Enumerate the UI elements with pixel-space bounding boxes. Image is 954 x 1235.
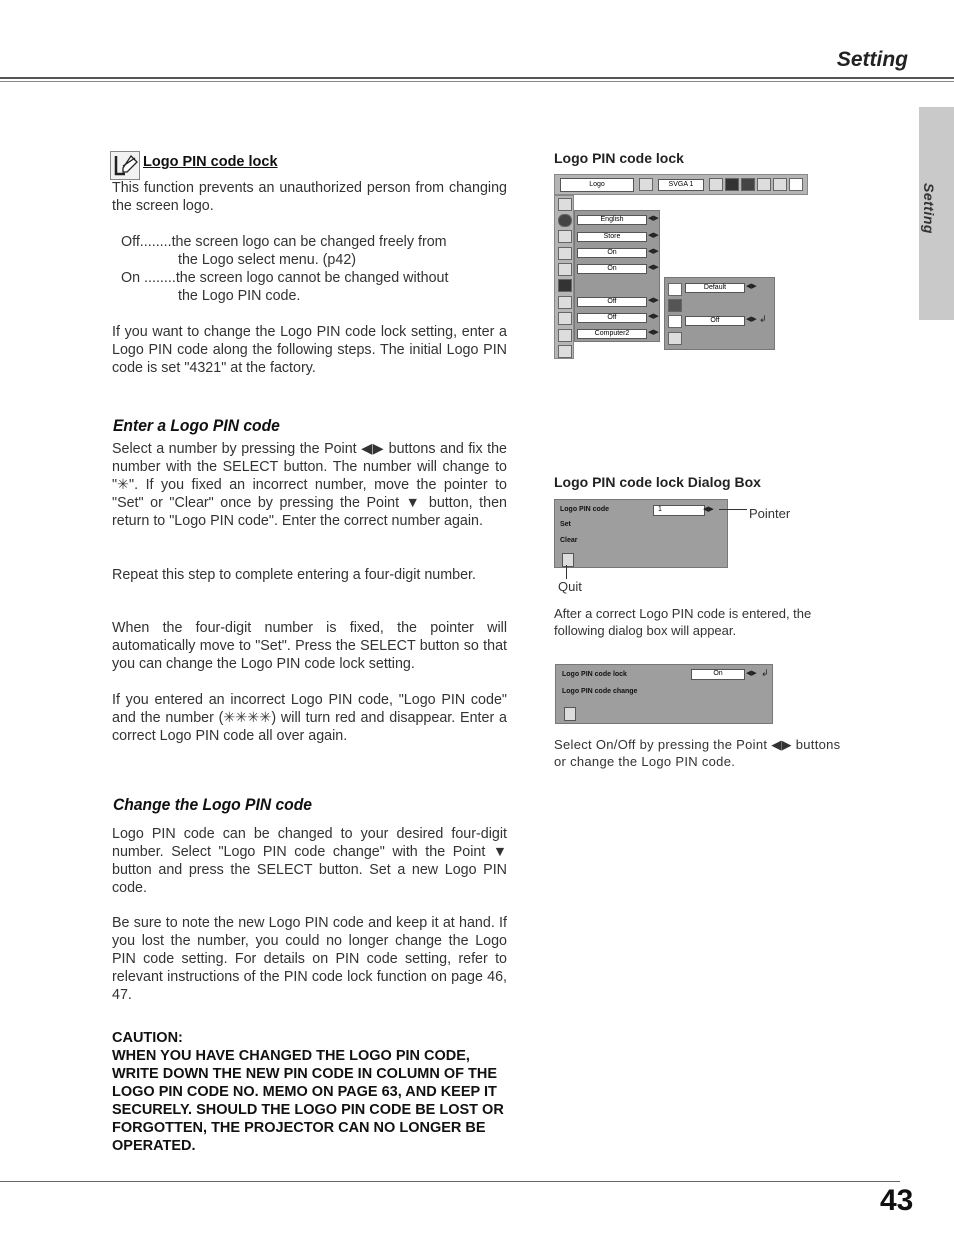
section-title: Logo PIN code lock [143,154,278,170]
left-right-arrow-icon: ◀▶ [648,329,659,336]
menu-icon [757,178,771,191]
menu-icon [558,263,572,276]
pin-dialog [554,499,728,568]
menu-icon [639,178,653,191]
fig3-note: Select On/Off by pressing the Point ◀▶ buttons or change the Logo PIN code. [554,737,841,769]
on-line1: On ........the screen logo cannot be changed without [121,270,449,286]
menu-svga-field: SVGA 1 [658,179,704,191]
menu-logo-field: Logo [560,178,634,192]
dialog-label-1: Set [560,521,571,528]
off-line1: Off........the screen logo can be changed freely from [121,234,447,250]
menu-icon [558,329,572,342]
quit-icon [564,707,576,721]
lock-dialog-label-1: Logo PIN code change [562,688,638,695]
dialog-label-2: Clear [560,537,578,544]
logo-menu-icon [558,279,572,292]
menu-item-2: On [577,248,647,258]
change-setting-text: If you want to change the Logo PIN code lock setting, enter a Logo PIN code along the following steps. The initial Logo PIN code is set "4321" at the factory. [112,324,507,376]
quit-icon [668,332,682,345]
pointer-icon: ↲ [761,668,769,678]
left-right-arrow-icon: ◀▶ [648,215,659,222]
menu-item-6: Computer2 [577,329,647,339]
header-rule [0,77,954,79]
left-right-arrow-icon: ◀▶ [746,283,757,290]
fig2-note: After a correct Logo PIN code is entered, the following dialog box will appear. [554,606,812,638]
header-rule-thin [0,81,954,82]
menu-icon [789,178,803,191]
menu-icon [558,230,572,243]
menu-item-1: Store [577,232,647,242]
caution-block [112,1029,512,1155]
menu-icon [558,214,572,227]
dialog-label-0: Logo PIN code [560,506,609,513]
menu-icon [558,296,572,309]
change-heading: Change the Logo PIN code [113,795,312,814]
change-p1: Logo PIN code can be changed to your desired four-digit number. Select "Logo PIN code change" with the Point ▼ button and press the SELECT button. Set a new Logo PIN code. [112,826,507,896]
menu-icon [558,312,572,325]
menu-icon [773,178,787,191]
submenu-item-1: Off [685,316,745,326]
up-arrow-icon [558,198,572,211]
enter-heading: Enter a Logo PIN code [113,416,280,435]
header-title: Setting [836,48,908,71]
menu-item-4: Off [577,297,647,307]
left-right-arrow-icon: ◀▶ [648,264,659,271]
lock-dialog-label-0: Logo PIN code lock [562,671,627,678]
logo-pin-icon [110,151,140,180]
menu-icon [558,247,572,260]
left-right-arrow-icon: ◀▶ [648,248,659,255]
left-right-arrow-icon: ◀▶ [746,316,757,323]
menu-icon [668,299,682,312]
left-right-arrow-icon: ◀▶ [703,506,714,513]
quit-label: Quit [558,579,582,594]
enter-p2: Repeat this step to complete entering a four-digit number. [112,567,476,583]
menu-top-bar [554,174,808,195]
page-number: 43 [880,1184,914,1217]
down-arrow-icon [558,345,572,358]
submenu-item-0: Default [685,283,745,293]
left-right-arrow-icon: ◀▶ [746,670,757,677]
menu-icon [741,178,755,191]
side-tab [919,107,954,320]
fig2-caption: Logo PIN code lock Dialog Box [554,474,761,490]
fig1-caption: Logo PIN code lock [554,150,684,166]
left-right-arrow-icon: ◀▶ [648,232,659,239]
on-line2: the Logo PIN code. [178,288,301,304]
enter-p3: When the four-digit number is fixed, the pointer will automatically move to "Set". Press the SELECT button so that you can change the Logo PIN code lock setting. [112,620,507,672]
logo-submenu [664,277,775,350]
pin-input: 1 [653,505,705,516]
caution-text: WHEN YOU HAVE CHANGED THE LOGO PIN CODE, WRITE DOWN THE NEW PIN CODE IN COLUMN OF THE LOGO PIN CODE NO. MEMO ON PAGE 63, AND KEEP IT SECURELY. SHOULD THE LOGO PIN CODE BE LOST OR FORGOTTEN, THE PROJECTOR CAN NO LONGER BE OPERATED. [112,1048,504,1154]
menu-icon [725,178,739,191]
enter-p4: If you entered an incorrect Logo PIN code, "Logo PIN code" and the number (✳✳✳✳) will turn red and disappear. Enter a correct Logo PIN code all over again. [112,692,507,744]
off-line2: the Logo select menu. (p42) [178,252,357,268]
intro-text: This function prevents an unauthorized person from changing the screen logo. [112,180,507,214]
logo-l-icon [668,283,682,296]
lock-value-field: On [691,669,745,680]
left-right-arrow-icon: ◀▶ [648,297,659,304]
menu-icon [709,178,723,191]
menu-item-0: English [577,215,647,225]
left-right-arrow-icon: ◀▶ [648,313,659,320]
side-tab-label: Setting [921,183,937,234]
quit-callout-line [566,565,581,579]
pointer-label: Pointer [749,506,791,521]
pointer-callout-line [719,509,747,510]
pointer-icon: ↲ [759,314,767,324]
change-p2: Be sure to note the new Logo PIN code and keep it at hand. If you lost the number, you could no longer change the Logo PIN code setting. For details on PIN code setting, refer to relevant instructions of the PIN code lock function on page 46, 47. [112,915,507,1003]
menu-left-column [554,195,574,359]
caution-label: CAUTION: [112,1030,183,1046]
menu-item-5: Off [577,313,647,323]
menu-item-3: On [577,264,647,274]
lock-dialog [555,664,773,724]
footer-rule [0,1181,900,1182]
lock-icon [668,315,682,328]
menu-values-panel [574,210,660,342]
enter-p1: Select a number by pressing the Point ◀▶ buttons and fix the number with the SELECT button. The number will change to "✳". If you fixed an incorrect number, move the pointer to "Set" or "Clear" once by pressing the Point ▼ button, then return to "Logo PIN code". Enter the correct number again. [112,441,507,529]
